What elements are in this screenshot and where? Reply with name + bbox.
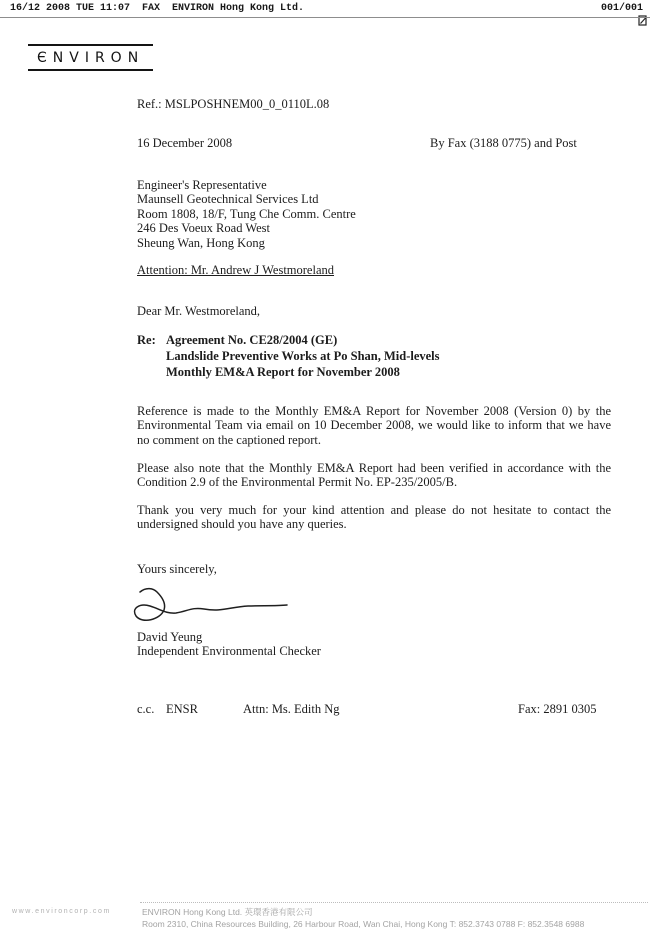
body-paragraph: Thank you very much for your kind attention and please do not hesitate to contact the undersigned should you have any queries. [137,503,611,532]
recipient-line: 246 Des Voeux Road West [137,221,271,236]
recipient-line: Room 1808, 18/F, Tung Che Comm. Centre [137,206,356,221]
fax-page-count: 001/001 [600,3,643,14]
fax-header-divider [0,17,650,18]
ref-line: Ref.: MSLPOSHNEM00_0_0110L.08 [137,97,330,111]
letter-date: 16 December 2008 [137,136,233,150]
body-paragraph: Reference is made to the Monthly EM&A Report for November 2008 (Version 0) by the Environmental Team via email on 10 December 2008, we would like to inform that we have no comment on the captioned report. [137,404,611,447]
signer-block [137,630,321,659]
delivery-method: By Fax (3188 0775) and Post [430,136,577,150]
re-subject-line: Monthly EM&A Report for November 2008 [166,364,400,379]
cc-recipient: ENSR [166,702,198,716]
re-subject-line: Landslide Preventive Works at Po Shan, Mid-levels [166,348,440,363]
re-subject-line: Agreement No. CE28/2004 (GE) [166,333,338,347]
cc-fax-number: Fax: 2891 0305 [518,702,597,716]
re-label: Re: [137,333,156,347]
recipient-address [137,178,356,250]
salutation: Dear Mr. Westmoreland, [137,304,261,318]
signature-image [130,583,295,633]
cc-attention: Attn: Ms. Edith Ng [243,702,340,716]
footer-address: Room 2310, China Resources Building, 26 Harbour Road, Wan Chai, Hong Kong T: 852.3743 0788 F: 852.3548 6988 [142,919,585,929]
attention-line: Attention: Mr. Andrew J Westmoreland [137,263,335,277]
body-paragraph: Please also note that the Monthly EM&A Report had been verified in accordance with the Condition 2.9 of the Environmental Permit No. EP-235/2005/B. [137,461,611,490]
cc-row [0,702,650,718]
cc-label: c.c. [137,702,155,716]
document-page-icon [590,4,600,15]
footer-divider [140,902,648,903]
recipient-line: Maunsell Geotechnical Services Ltd [137,192,319,207]
signer-name: David Yeung [137,630,203,644]
re-subject [166,333,440,380]
footer-website: www.environcorp.com [12,908,111,915]
signer-title: Independent Environmental Checker [137,644,321,659]
recipient-line: Sheung Wan, Hong Kong [137,235,265,250]
fax-transmission-line: 16/12 2008 TUE 11:07 FAX ENVIRON Hong Kong Ltd. [10,3,305,14]
fax-header [0,3,650,17]
footer-company-name: ENVIRON Hong Kong Ltd. 英環香港有限公司 [142,907,313,917]
closing-phrase: Yours sincerely, [137,562,217,576]
subject-block [137,333,440,380]
fax-page-indicator-group [590,3,643,14]
environ-logo: ЄNVIRON [28,44,153,71]
recipient-line: Engineer's Representative [137,178,267,192]
